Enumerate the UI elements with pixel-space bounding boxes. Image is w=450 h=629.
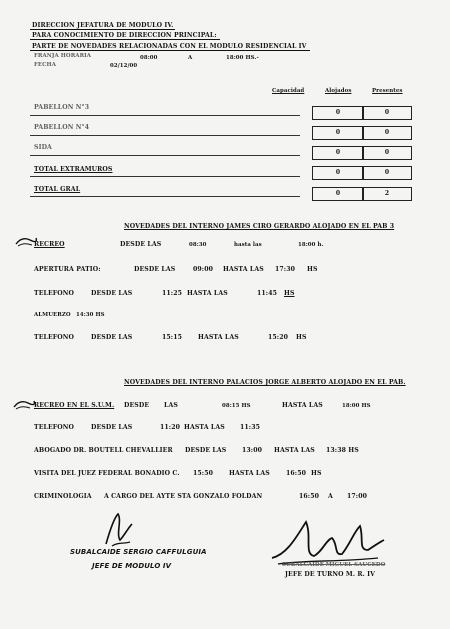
shift-to: 18:00 HS.- xyxy=(226,55,259,61)
cell-alojados xyxy=(312,187,364,201)
row-divider xyxy=(30,115,300,116)
s1-entry-from: DESDE LAS xyxy=(91,290,133,297)
cell-value: 0 xyxy=(335,169,341,176)
cell-value: 0 xyxy=(384,129,390,136)
row-divider xyxy=(30,176,300,177)
s2-entry-from: A CARGO DEL AYTE STA GONZALO FOLDAN xyxy=(104,493,263,500)
s2-entry-t2: 11:35 xyxy=(240,424,261,431)
s1-entry-t2: 18:00 h. xyxy=(298,242,324,248)
s1-entry-t1: 15:15 xyxy=(162,334,183,341)
left-signer-title: JEFE DE MODULO IV xyxy=(92,562,172,570)
header-line-2: PARA CONOCIMIENTO DE DIRECCION PRINCIPAL: xyxy=(32,32,217,39)
s1-entry-mid: HASTA LAS xyxy=(187,290,228,297)
shift-label: FRANJA HORARIA xyxy=(34,53,92,59)
row-divider xyxy=(30,196,300,197)
cell-value: 0 xyxy=(384,109,390,116)
s1-entry-label: TELEFONO xyxy=(34,290,75,297)
cell-alojados xyxy=(312,126,364,140)
shift-from: 08:00 xyxy=(140,55,158,61)
row-label-pab4: PABELLON N°4 xyxy=(34,124,90,131)
s1-entry-t1: 14:30 HS xyxy=(76,312,105,318)
s2-entry-mid: HASTA LAS xyxy=(229,470,270,477)
cell-alojados xyxy=(312,106,364,120)
s1-entry-t2: 11:45 xyxy=(257,290,278,297)
s1-entry-t1: 11:25 xyxy=(162,290,183,297)
cell-alojados xyxy=(312,166,364,180)
s2-entry-t1: 15:50 xyxy=(193,470,214,477)
s2-entry-t2: 18:00 HS xyxy=(342,403,371,409)
col-presentes: Presentes xyxy=(372,88,403,94)
cell-value: 0 xyxy=(335,149,341,156)
right-signer-title: JEFE DE TURNO M. R. IV xyxy=(285,571,375,578)
s2-entry-label: TELEFONO xyxy=(34,424,75,431)
s1-entry-from: DESDE LAS xyxy=(91,334,133,341)
s2-entry-t1: 11:20 xyxy=(160,424,181,431)
s1-entry-suffix: HS xyxy=(284,290,295,297)
s1-entry-label: APERTURA PATIO: xyxy=(34,266,101,273)
hand-mark-icon xyxy=(12,398,36,412)
s2-entry-label: CRIMINOLOGIA xyxy=(34,493,92,500)
cell-presentes xyxy=(362,187,412,201)
cell-value: 0 xyxy=(384,149,390,156)
cell-alojados xyxy=(312,146,364,160)
cell-value: 2 xyxy=(384,190,390,197)
cell-presentes xyxy=(362,126,412,140)
cell-presentes xyxy=(362,106,412,120)
s2-entry-mid0: LAS xyxy=(164,402,178,409)
hand-mark-icon xyxy=(14,234,38,250)
s2-entry-t1: 16:50 xyxy=(299,493,320,500)
cell-value: 0 xyxy=(335,109,341,116)
s2-entry-mid: HASTA LAS xyxy=(184,424,225,431)
s2-entry-mid: HASTA LAS xyxy=(282,402,323,409)
right-signer-name: SUBALCAIDE MIGUEL SAUCEDO xyxy=(282,562,386,568)
s2-entry-t2: 17:00 xyxy=(347,493,368,500)
s1-entry-t2: 17:30 xyxy=(275,266,296,273)
s1-entry-t2: 15:20 xyxy=(268,334,289,341)
cell-presentes xyxy=(362,166,412,180)
s1-entry-t1: 09:00 xyxy=(193,266,214,273)
shift-sep: A xyxy=(188,55,193,61)
cell-value: 0 xyxy=(335,129,341,136)
s2-entry-from: DESDE LAS xyxy=(91,424,133,431)
col-capacidad: Capacidad xyxy=(272,88,305,94)
col-alojados: Alojados xyxy=(325,88,352,94)
s1-entry-suffix: HS xyxy=(296,334,307,341)
s1-entry-t1: 08:30 xyxy=(189,242,207,248)
signature-left-icon xyxy=(100,510,140,550)
cell-presentes xyxy=(362,146,412,160)
cell-value: 0 xyxy=(335,190,341,197)
section2-title: NOVEDADES DEL INTERNO PALACIOS JORGE ALBERTO ALOJADO EN EL PAB. xyxy=(124,379,406,386)
s1-entry-label: ALMUERZO xyxy=(34,312,71,318)
date-value: 02/12/00 xyxy=(110,63,138,69)
s2-entry-from: DESDE LAS xyxy=(185,447,227,454)
row-label-sida: SIDA xyxy=(34,144,52,151)
s2-entry-mid: A xyxy=(328,493,333,500)
s2-entry-label: VISITA DEL JUEZ FEDERAL BONADIO C. xyxy=(34,470,180,477)
s1-entry-label: RECREO xyxy=(34,241,65,248)
s2-entry-from: DESDE xyxy=(124,402,150,409)
s2-entry-t2: 16:50 xyxy=(286,470,307,477)
s2-entry-suffix: HS xyxy=(311,470,322,477)
row-label-total: TOTAL GRAL xyxy=(34,186,81,193)
s2-entry-t1: 08:15 HS xyxy=(222,403,251,409)
s1-entry-mid: hasta las xyxy=(234,242,262,248)
s2-entry-label: RECREO EN EL S.U.M. xyxy=(34,402,115,409)
row-label-pab3: PABELLON N°3 xyxy=(34,104,90,111)
cell-value: 0 xyxy=(384,169,390,176)
s1-entry-from: DESDE LAS xyxy=(120,241,162,248)
section1-title: NOVEDADES DEL INTERNO JAMES CIRO GERARDO ALOJADO EN EL PAB 3 xyxy=(124,223,395,230)
s2-entry-t2: 13:38 HS xyxy=(326,447,359,454)
s1-entry-label: TELEFONO xyxy=(34,334,75,341)
row-divider xyxy=(30,155,300,156)
s2-entry-mid: HASTA LAS xyxy=(274,447,315,454)
s2-entry-label: ABOGADO DR. BOUTELL CHEVALLIER xyxy=(34,447,173,454)
header-underline-1 xyxy=(30,29,175,30)
row-divider xyxy=(30,135,300,136)
header-underline-2 xyxy=(30,39,220,40)
s1-entry-mid: HASTA LAS xyxy=(198,334,239,341)
s2-entry-t1: 13:00 xyxy=(242,447,263,454)
s1-entry-suffix: HS xyxy=(307,266,318,273)
left-signer-name: SUBALCAIDE SERGIO CAFFULGUIA xyxy=(70,548,207,556)
date-label: FECHA xyxy=(34,62,57,68)
header-line-1: DIRECCION JEFATURA DE MODULO IV. xyxy=(32,22,174,29)
header-line-3: PARTE DE NOVEDADES RELACIONADAS CON EL MODULO RESIDENCIAL IV xyxy=(32,43,307,50)
s1-entry-from: DESDE LAS xyxy=(134,266,176,273)
row-label-extramuros: TOTAL EXTRAMUROS xyxy=(34,166,113,173)
s1-entry-mid: HASTA LAS xyxy=(223,266,264,273)
header-underline-3 xyxy=(30,50,310,51)
